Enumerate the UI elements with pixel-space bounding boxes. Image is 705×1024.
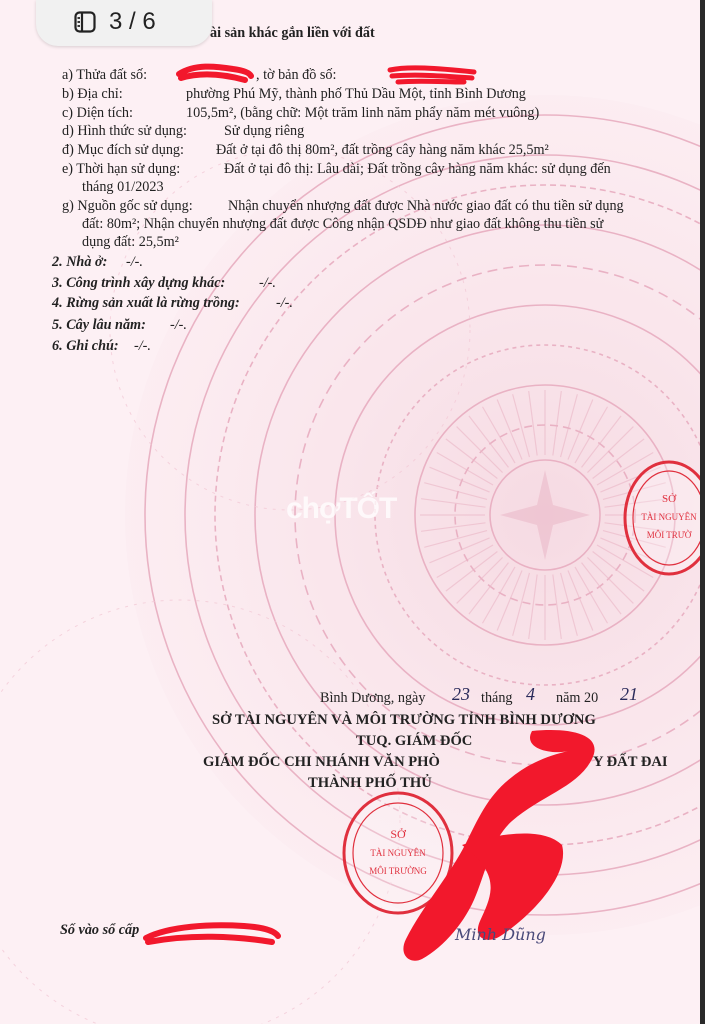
section-5-value: -/-. (170, 317, 187, 333)
signer-name: Minh Dũng (455, 925, 546, 944)
parcel-number-label: a) Thửa đất số: (62, 67, 148, 83)
address-label: b) Địa chỉ: (62, 86, 123, 102)
term-value-line2: tháng 01/2023 (82, 179, 164, 195)
section-6-label: 6. Ghi chú: (52, 338, 119, 354)
svg-text:MÔI TRƯỜ: MÔI TRƯỜ (646, 530, 692, 540)
svg-text:TÀI NGUYÊN: TÀI NGUYÊN (641, 512, 697, 522)
page-indicator-pill[interactable] (36, 0, 212, 46)
usage-form-value: Sử dụng riêng (224, 123, 305, 139)
chotot-watermark: chợTỐT (286, 492, 397, 525)
branch-director-line-suffix: Y ĐẤT ĐAI (593, 754, 668, 770)
section-2-value: -/-. (126, 254, 143, 270)
place-date-prefix: Bình Dương, ngày (320, 690, 426, 706)
section-5-label: 5. Cây lâu năm: (52, 317, 146, 333)
section-4-value: -/-. (276, 295, 293, 311)
date-month: 4 (526, 684, 535, 704)
section-1-title: ài sản khác gắn liền với đất (210, 25, 375, 41)
usage-form-label: d) Hình thức sử dụng: (62, 123, 187, 139)
origin-line3: dụng đất: 25,5m² (82, 234, 179, 250)
agency-line: SỞ TÀI NGUYÊN VÀ MÔI TRƯỜNG TỈNH BÌNH DƯƠNG (212, 712, 596, 728)
screen-edge (700, 0, 705, 1024)
page-indicator-label: 3 / 6 (109, 8, 156, 35)
term-label: e) Thời hạn sử dụng: (62, 161, 181, 177)
svg-text:SỞ: SỞ (661, 493, 677, 505)
address-value: phường Phú Mỹ, thành phố Thủ Dầu Một, tỉnh Bình Dương (186, 86, 526, 102)
tuq-director-line: TUQ. GIÁM ĐỐC (356, 733, 473, 749)
branch-director-line-prefix: GIÁM ĐỐC CHI NHÁNH VĂN PHÒ (203, 754, 440, 770)
term-value-line1: Đất ở tại đô thị: Lâu dài; Đất trồng cây hàng năm khác: sử dụng đến (224, 161, 611, 177)
origin-line1: Nhận chuyển nhượng đất được Nhà nước giao đất có thu tiền sử dụng (228, 198, 624, 214)
section-2-label: 2. Nhà ở: (52, 254, 108, 270)
redaction-scribble-map-sheet (384, 62, 480, 86)
section-3-label: 3. Công trình xây dựng khác: (52, 275, 226, 291)
redaction-scribble-parcel-number (175, 60, 255, 84)
date-year-label: năm 20 (556, 690, 599, 706)
section-4-label: 4. Rừng sản xuất là rừng trồng: (52, 295, 240, 311)
date-year-suffix: 21 (620, 684, 638, 704)
map-sheet-label: , tờ bản đồ số: (256, 67, 337, 83)
area-label: c) Diện tích: (62, 105, 133, 121)
origin-line2: đất: 80m²; Nhận chuyển nhượng đất được Công nhận QSDĐ như giao đất không thu tiền sử (82, 216, 604, 232)
date-day: 23 (452, 684, 470, 704)
redaction-scribble-book-number (140, 916, 284, 950)
origin-label: g) Nguồn gốc sử dụng: (62, 198, 193, 214)
purpose-label: đ) Mục đích sử dụng: (62, 142, 184, 158)
sidebar-panel-icon[interactable] (74, 11, 96, 33)
svg-text:SỞ: SỞ (390, 827, 406, 841)
svg-text:TÀI NGUYÊN: TÀI NGUYÊN (370, 848, 426, 858)
official-red-seal-right (614, 458, 700, 578)
date-month-label: tháng (481, 690, 513, 706)
section-6-value: -/-. (134, 338, 151, 354)
section-3-value: -/-. (259, 275, 276, 291)
svg-text:MÔI TRƯỜNG: MÔI TRƯỜNG (369, 866, 427, 876)
area-value: 105,5m², (bằng chữ: Một trăm linh năm phẩy năm mét vuông) (186, 105, 540, 121)
book-number-label: Số vào sổ cấp (60, 922, 140, 938)
city-line-prefix: THÀNH PHỐ THỦ (308, 775, 432, 791)
purpose-value: Đất ở tại đô thị 80m², đất trồng cây hàng năm khác 25,5m² (216, 142, 549, 158)
